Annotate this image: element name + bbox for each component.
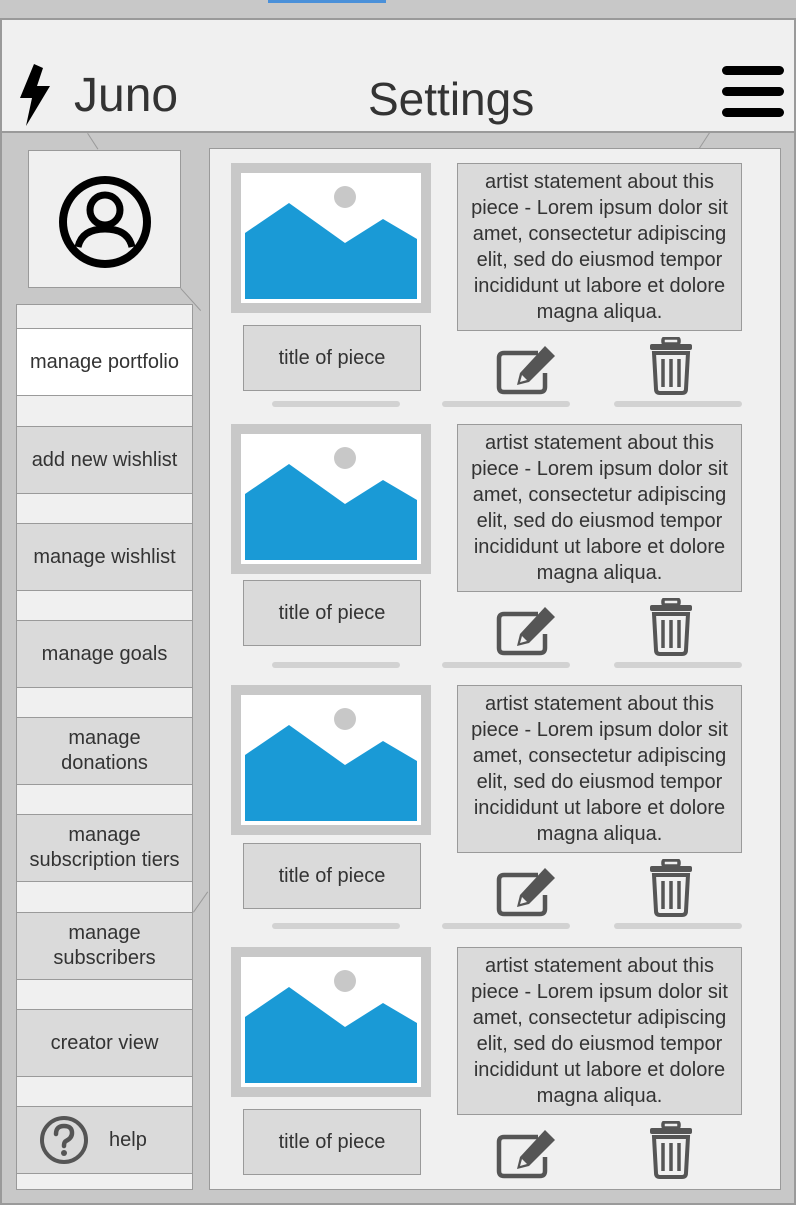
piece-image[interactable] xyxy=(231,163,431,313)
divider-shadow xyxy=(442,662,570,668)
divider-shadow xyxy=(614,662,742,668)
artist-statement[interactable]: artist statement about this piece - Lorem ipsum dolor sit amet, consectetur adipiscing elit, sed do eiusmod tempor incididunt ut labore et dolore magna aliqua. xyxy=(457,947,742,1115)
sidebar-item-label: help xyxy=(109,1128,147,1151)
image-placeholder-icon xyxy=(241,695,421,825)
portfolio-panel xyxy=(209,148,781,1190)
image-placeholder-icon xyxy=(241,434,421,564)
portfolio-card xyxy=(210,410,782,672)
divider-shadow xyxy=(272,662,400,668)
sidebar-item-label: manage goals xyxy=(41,642,168,665)
sidebar-item-label: manage wishlist xyxy=(33,545,176,568)
header xyxy=(2,20,794,133)
piece-title[interactable]: title of piece xyxy=(243,580,421,646)
hamburger-menu-icon[interactable] xyxy=(722,66,784,118)
divider-shadow xyxy=(272,401,400,407)
edit-icon[interactable] xyxy=(496,865,558,917)
sidebar-item-manage-subscription-tiers[interactable] xyxy=(17,814,192,882)
sidebar-item-manage-goals[interactable] xyxy=(17,620,192,688)
sidebar-item-manage-portfolio[interactable] xyxy=(17,328,192,396)
portfolio-card xyxy=(210,933,782,1195)
portfolio-card xyxy=(210,149,782,411)
top-strip xyxy=(0,0,796,20)
image-placeholder-icon xyxy=(241,957,421,1087)
piece-title[interactable]: title of piece xyxy=(243,843,421,909)
sidebar-item-label: manage portfolio xyxy=(30,350,179,373)
edit-icon[interactable] xyxy=(496,604,558,656)
trash-icon[interactable] xyxy=(648,859,694,917)
divider-shadow xyxy=(442,923,570,929)
sidebar-item-label: creator view xyxy=(50,1031,159,1054)
piece-image[interactable] xyxy=(231,424,431,574)
sidebar-item-label: manage donations xyxy=(61,727,148,774)
divider-shadow xyxy=(442,401,570,407)
sidebar xyxy=(16,304,193,1190)
sidebar-item-creator-view[interactable] xyxy=(17,1009,192,1077)
brand-name: Juno xyxy=(74,69,179,122)
trash-icon[interactable] xyxy=(648,598,694,656)
piece-image[interactable] xyxy=(231,947,431,1097)
divider-shadow xyxy=(614,401,742,407)
artist-statement[interactable]: artist statement about this piece - Lorem ipsum dolor sit amet, consectetur adipiscing elit, sed do eiusmod tempor incididunt ut labore et dolore magna aliqua. xyxy=(457,685,742,853)
image-placeholder-icon xyxy=(241,173,421,303)
edit-icon[interactable] xyxy=(496,1127,558,1179)
sidebar-item-manage-donations[interactable] xyxy=(17,717,192,785)
question-mark-icon xyxy=(39,1115,89,1165)
sidebar-item-label: manage subscribers xyxy=(53,922,156,969)
piece-title[interactable]: title of piece xyxy=(243,325,421,391)
edit-icon[interactable] xyxy=(496,343,558,395)
top-accent-bar xyxy=(268,0,386,3)
trash-icon[interactable] xyxy=(648,337,694,395)
piece-title[interactable]: title of piece xyxy=(243,1109,421,1175)
sidebar-item-label: add new wishlist xyxy=(31,448,178,471)
divider-shadow xyxy=(614,923,742,929)
sidebar-item-help[interactable] xyxy=(17,1106,192,1174)
lightning-bolt-icon xyxy=(16,64,52,126)
piece-image[interactable] xyxy=(231,685,431,835)
page-title: Settings xyxy=(368,73,535,125)
portfolio-card xyxy=(210,671,782,933)
sidebar-item-manage-wishlist[interactable] xyxy=(17,523,192,591)
sidebar-item-add-new-wishlist[interactable] xyxy=(17,426,192,494)
sidebar-item-manage-subscribers[interactable] xyxy=(17,912,192,980)
artist-statement[interactable]: artist statement about this piece - Lorem ipsum dolor sit amet, consectetur adipiscing elit, sed do eiusmod tempor incididunt ut labore et dolore magna aliqua. xyxy=(457,424,742,592)
sidebar-item-label: manage subscription tiers xyxy=(29,824,180,871)
trash-icon[interactable] xyxy=(648,1121,694,1179)
profile-avatar-box[interactable] xyxy=(28,150,181,288)
user-avatar-icon xyxy=(58,175,152,269)
artist-statement[interactable]: artist statement about this piece - Lorem ipsum dolor sit amet, consectetur adipiscing elit, sed do eiusmod tempor incididunt ut labore et dolore magna aliqua. xyxy=(457,163,742,331)
divider-shadow xyxy=(272,923,400,929)
